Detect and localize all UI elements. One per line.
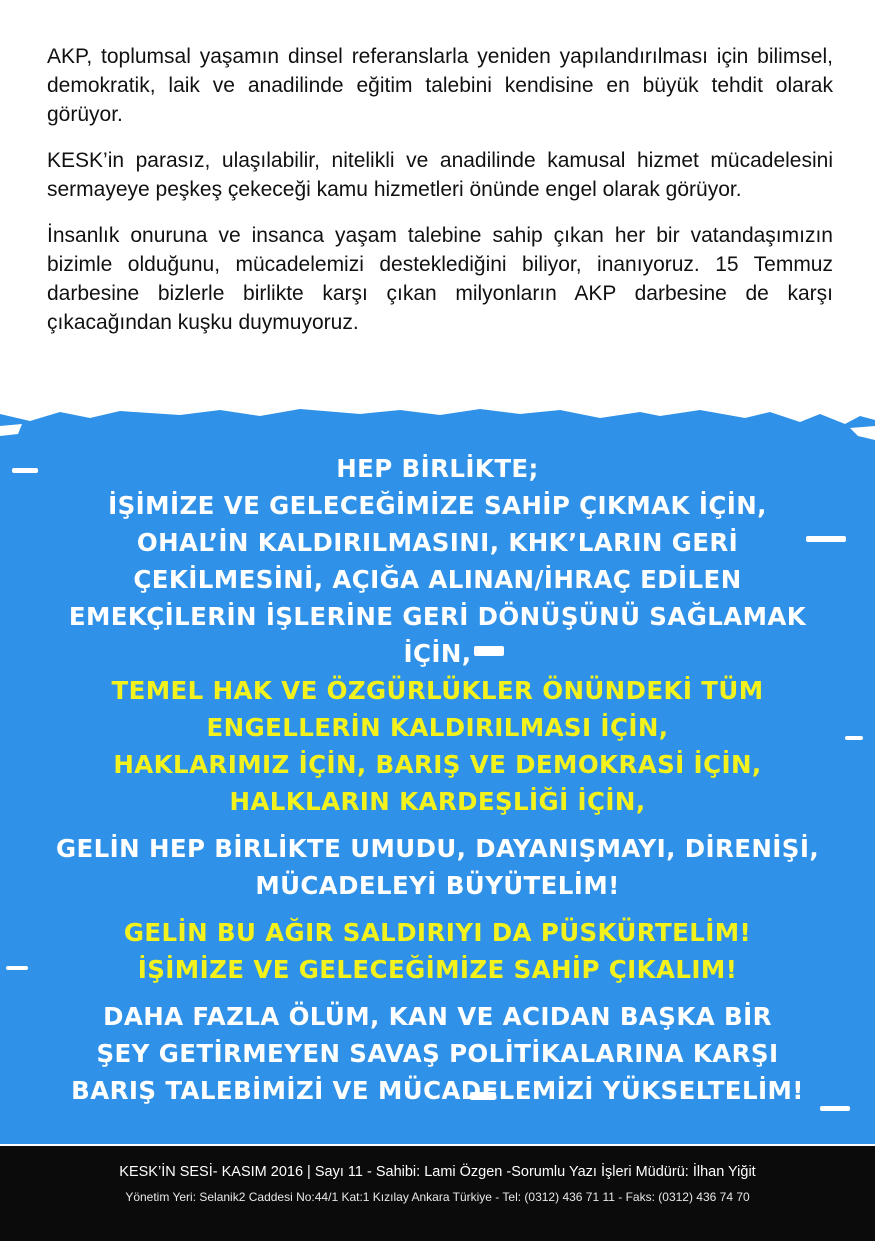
intro-paragraph: İnsanlık onuruna ve insanca yaşam talebine sahip çıkan her bir vatandaşımızın bizimle olduğunu, mücadelemizi desteklediğini biliyor, inanıyoruz. 15 Temmuz darbesine bizlerle birlikte karşı çıkan milyonların AKP darbesine de karşı çıkacağından kuşku duymuyoruz.	[47, 224, 833, 334]
slogan-line-highlight: GELİN BU AĞIR SALDIRIYI DA PÜSKÜRTELİM!	[123, 918, 752, 947]
slogan-line: HEP BİRLİKTE;	[336, 454, 539, 483]
slogan-line: ŞEY GETİRMEYEN SAVAŞ POLİTİKALARINA KARŞI	[96, 1039, 779, 1068]
footer-imprint	[0, 1146, 875, 1241]
footer-address-line: Yönetim Yeri: Selanik2 Caddesi No:44/1 Kat:1 Kızılay Ankara Türkiye - Tel: (0312) 436 71 11 - Faks: (0312) 436 74 70	[125, 1190, 750, 1204]
slogan-line-highlight: TEMEL HAK VE ÖZGÜRLÜKLER ÖNÜNDEKİ TÜM	[111, 676, 764, 705]
slogan-line: İÇİN,	[403, 639, 472, 668]
footer-publication-line: KESK’İN SESİ- KASIM 2016 | Sayı 11 - Sahibi: Lami Özgen -Sorumlu Yazı İşleri Müdürü: İlhan Yiğit	[119, 1164, 756, 1180]
slogan-line: OHAL’İN KALDIRILMASINI, KHK’LARIN GERİ	[136, 528, 739, 557]
slogan-line: İŞİMİZE VE GELECEĞİMİZE SAHİP ÇIKMAK İÇİN,	[108, 491, 767, 520]
slogans	[0, 450, 875, 1109]
slogan-line: EMEKÇİLERİN İŞLERİNE GERİ DÖNÜŞÜNÜ SAĞLAMAK	[68, 602, 807, 631]
slogan-line: ÇEKİLMESİNİ, AÇIĞA ALINAN/İHRAÇ EDİLEN	[133, 565, 742, 594]
torn-edge-decoration	[0, 406, 875, 442]
slogan-line: MÜCADELEYİ BÜYÜTELİM!	[255, 871, 620, 900]
slogan-banner	[0, 406, 875, 1144]
intro-paragraph: KESK’in parasız, ulaşılabilir, nitelikli ve anadilinde kamusal hizmet mücadelesini sermayeye peşkeş çekeceği kamu hizmetleri önünde engel olarak görüyor.	[47, 149, 833, 201]
slogan-line-highlight: ENGELLERİN KALDIRILMASI İÇİN,	[206, 713, 669, 742]
intro-text	[47, 42, 833, 354]
slogan-line-highlight: HALKLARIN KARDEŞLİĞİ İÇİN,	[229, 787, 646, 816]
slogan-line: GELİN HEP BİRLİKTE UMUDU, DAYANIŞMAYI, DİRENİŞİ,	[55, 834, 820, 863]
slogan-line-highlight: İŞİMİZE VE GELECEĞİMİZE SAHİP ÇIKALIM!	[137, 955, 738, 984]
slogan-line-highlight: HAKLARIMIZ İÇİN, BARIŞ VE DEMOKRASİ İÇİN,	[113, 750, 762, 779]
intro-paragraph: AKP, toplumsal yaşamın dinsel referanslarla yeniden yapılandırılması için bilimsel, demokratik, laik ve anadilinde eğitim talebini kendisine en büyük tehdit olarak görüyor.	[47, 45, 833, 126]
slogan-line: BARIŞ TALEBİMİZİ VE MÜCADELEMİZİ YÜKSELTELİM!	[71, 1076, 804, 1105]
slogan-line: DAHA FAZLA ÖLÜM, KAN VE ACIDAN BAŞKA BİR	[103, 1002, 772, 1031]
